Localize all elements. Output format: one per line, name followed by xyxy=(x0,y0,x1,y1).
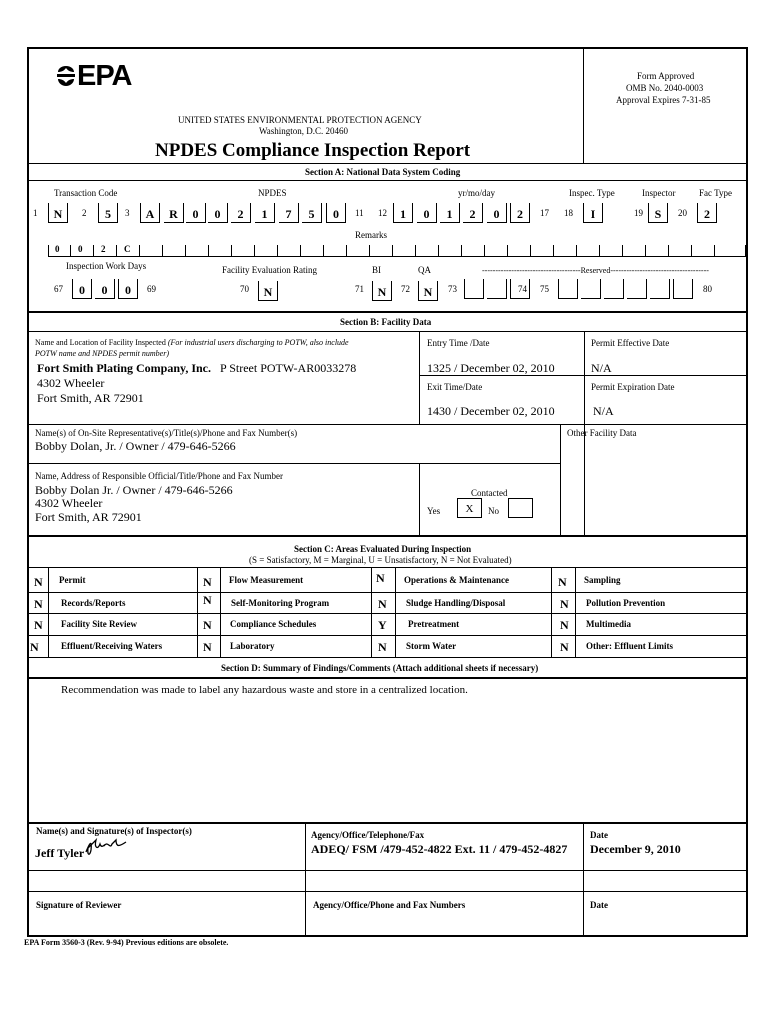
rule xyxy=(231,245,232,256)
rule xyxy=(28,870,747,871)
rule xyxy=(745,245,746,256)
label-responsible-official: Name, Address of Responsible Official/Title/Phone and Fax Number xyxy=(35,471,283,481)
rule xyxy=(575,567,576,657)
field-code-2[interactable]: 5 xyxy=(98,203,118,223)
page-title: NPDES Compliance Inspection Report xyxy=(155,140,471,161)
area-label-pretreatment: Pretreatment xyxy=(408,619,460,629)
label-permit-effective: Permit Effective Date xyxy=(591,338,670,348)
col-num-72: 72 xyxy=(401,284,410,294)
area-label-permit: Permit xyxy=(59,575,86,585)
rule xyxy=(415,245,416,256)
rule xyxy=(392,245,393,256)
label-work-days: Inspection Work Days xyxy=(66,261,147,271)
agency-city: Washington, D.C. 20460 xyxy=(259,126,349,136)
date-char[interactable]: 0 xyxy=(417,203,437,223)
date-char[interactable]: 2 xyxy=(463,203,483,223)
date-value: December 9, 2010 xyxy=(590,842,681,856)
col-num-17: 17 xyxy=(540,208,549,218)
npdes-char[interactable]: 0 xyxy=(208,203,228,223)
field-inspec-type[interactable]: I xyxy=(583,203,603,223)
agency-name: UNITED STATES ENVIRONMENTAL PROTECTION AGENCY xyxy=(178,115,422,125)
label-remarks: Remarks xyxy=(355,230,387,240)
col-num-67: 67 xyxy=(54,284,63,294)
area-code-compliance[interactable]: N xyxy=(203,618,212,632)
label-bi: BI xyxy=(372,265,381,275)
omb-number: OMB No. 2040-0003 xyxy=(626,83,704,93)
date-char[interactable]: 2 xyxy=(510,203,530,223)
col-num-20: 20 xyxy=(678,208,687,218)
responsible-line1: Bobby Dolan Jr. / Owner / 479-646-5266 xyxy=(35,483,233,497)
field-transaction[interactable]: N xyxy=(48,203,68,223)
remarks-char[interactable]: 0 xyxy=(55,244,60,254)
findings-comment[interactable]: Recommendation was made to label any hazardous waste and store in a centralized location. xyxy=(61,684,468,696)
area-code-storm-water[interactable]: N xyxy=(378,640,387,654)
area-code-effluent[interactable]: N xyxy=(30,640,39,654)
contacted-no-checkbox[interactable] xyxy=(508,498,533,518)
area-label-other: Other: Effluent Limits xyxy=(586,641,673,651)
rule xyxy=(28,891,747,892)
rule xyxy=(277,245,278,256)
facility-name: Fort Smith Plating Company, Inc. xyxy=(37,361,212,375)
form-number: EPA Form 3560-3 (Rev. 9-94) Previous editions are obsolete. xyxy=(24,938,229,947)
area-label-sludge: Sludge Handling/Disposal xyxy=(406,598,506,608)
col-num-18: 18 xyxy=(564,208,573,218)
area-label-laboratory: Laboratory xyxy=(230,641,275,651)
area-code-sludge[interactable]: N xyxy=(378,597,387,611)
rule xyxy=(254,245,255,256)
col-num-74: 74 xyxy=(518,284,527,294)
field-inspector[interactable]: S xyxy=(648,203,668,223)
section-b-title: Section B: Facility Data xyxy=(340,317,432,327)
area-label-effluent: Effluent/Receiving Waters xyxy=(61,641,163,651)
rule xyxy=(560,424,561,535)
npdes-char[interactable]: R xyxy=(164,203,184,223)
epa-logo-text: EPA xyxy=(77,60,132,92)
rule xyxy=(645,245,646,256)
section-c-title: Section C: Areas Evaluated During Inspection xyxy=(294,544,472,554)
agency-office-value: ADEQ/ FSM /479-452-4822 Ext. 11 / 479-452-4827 xyxy=(311,842,568,856)
exit-time-value: 1430 / December 02, 2010 xyxy=(427,404,555,418)
col-num-19: 19 xyxy=(634,208,643,218)
npdes-char[interactable]: A xyxy=(140,203,160,223)
label-no: No xyxy=(488,506,499,516)
rule xyxy=(28,677,747,679)
area-label-pollution: Pollution Prevention xyxy=(586,598,666,608)
rule xyxy=(185,245,186,256)
area-code-pollution[interactable]: N xyxy=(560,597,569,611)
reserved-cell[interactable] xyxy=(673,279,693,299)
rule xyxy=(28,331,747,332)
epa-flower-icon xyxy=(55,64,77,88)
area-code-flow[interactable]: N xyxy=(203,575,212,589)
label-name-location xyxy=(35,339,349,347)
area-code-self-monitoring[interactable]: N xyxy=(203,593,212,607)
reserved-cell[interactable] xyxy=(464,279,484,299)
rule xyxy=(116,245,117,256)
npdes-char[interactable]: 0 xyxy=(186,203,206,223)
label-date: yr/mo/day xyxy=(458,188,495,198)
col-num-1: 1 xyxy=(33,208,38,218)
label-exit-time: Exit Time/Date xyxy=(427,382,483,392)
label-reviewer-signature: Signature of Reviewer xyxy=(36,900,122,910)
rule xyxy=(369,245,370,256)
rule xyxy=(583,822,584,936)
rule xyxy=(714,245,715,256)
field-rating[interactable]: N xyxy=(258,281,278,301)
rule xyxy=(323,245,324,256)
rule xyxy=(668,245,669,256)
rule xyxy=(551,567,552,657)
col-num-80: 80 xyxy=(703,284,712,294)
label-reserved: -------------------------------------Reserved------------------------------------- xyxy=(482,266,709,275)
rule xyxy=(28,567,747,568)
col-num-75: 75 xyxy=(540,284,549,294)
rule xyxy=(484,245,485,256)
rule xyxy=(419,463,420,535)
area-label-operations: Operations & Maintenance xyxy=(404,575,509,585)
label-qa: QA xyxy=(418,265,431,275)
npdes-char[interactable]: 7 xyxy=(279,203,299,223)
rule xyxy=(48,256,746,257)
inspector-signature-icon xyxy=(82,836,128,858)
inspector-name: Jeff Tyler xyxy=(35,846,85,860)
remarks-char[interactable]: 2 xyxy=(101,244,106,254)
col-num-73: 73 xyxy=(448,284,457,294)
rule xyxy=(28,180,747,181)
area-code-laboratory[interactable]: N xyxy=(203,640,212,654)
entry-time-value: 1325 / December 02, 2010 xyxy=(427,361,555,375)
rule xyxy=(28,535,747,537)
area-code-site-review[interactable]: N xyxy=(34,618,43,632)
rule xyxy=(28,635,747,636)
col-num-2: 2 xyxy=(82,208,87,218)
label-facility-rating: Facility Evaluation Rating xyxy=(222,265,317,275)
col-num-71: 71 xyxy=(355,284,364,294)
rule xyxy=(28,163,747,164)
rule xyxy=(553,245,554,256)
label-name-location-note: (For industrial users discharging to POTW, also include xyxy=(167,338,349,347)
rule xyxy=(28,311,747,313)
rule xyxy=(419,375,747,376)
rule xyxy=(28,613,747,614)
area-code-operations[interactable]: N xyxy=(376,571,385,585)
npdes-char[interactable]: 5 xyxy=(302,203,322,223)
area-code-pretreatment[interactable]: Y xyxy=(378,618,387,632)
rule xyxy=(70,245,71,256)
label-date: Date xyxy=(590,830,608,840)
reserved-cell[interactable] xyxy=(487,279,507,299)
label-date-2: Date xyxy=(590,900,608,910)
rule xyxy=(162,245,163,256)
rule xyxy=(28,822,747,824)
area-label-flow: Flow Measurement xyxy=(229,575,304,585)
permit-expiration-value: N/A xyxy=(593,404,614,418)
reserved-cell[interactable] xyxy=(558,279,578,299)
area-label-storm-water: Storm Water xyxy=(406,641,457,651)
area-label-site-review: Facility Site Review xyxy=(61,619,137,629)
area-label-multimedia: Multimedia xyxy=(586,619,631,629)
rule xyxy=(208,245,209,256)
label-inspector: Inspector xyxy=(642,188,676,198)
rule xyxy=(461,245,462,256)
area-label-compliance: Compliance Schedules xyxy=(230,619,317,629)
field-bi[interactable]: N xyxy=(372,281,392,301)
permit-effective-value: N/A xyxy=(591,361,612,375)
col-num-11: 11 xyxy=(355,208,364,218)
remarks-char[interactable]: 0 xyxy=(78,244,83,254)
col-num-70: 70 xyxy=(240,284,249,294)
label-permit-expiration: Permit Expiration Date xyxy=(591,382,675,392)
work-days-char[interactable]: 0 xyxy=(118,279,138,299)
section-a-title: Section A: National Data System Coding xyxy=(305,167,461,177)
date-char[interactable]: 1 xyxy=(393,203,413,223)
label-yes: Yes xyxy=(427,506,441,516)
responsible-line3: Fort Smith, AR 72901 xyxy=(35,510,142,524)
responsible-line2: 4302 Wheeler xyxy=(35,496,103,510)
area-label-sampling: Sampling xyxy=(584,575,621,585)
section-d-title: Section D: Summary of Findings/Comments (Attach additional sheets if necessary) xyxy=(221,663,539,673)
rule xyxy=(305,822,306,936)
rule xyxy=(48,567,49,657)
work-days-char[interactable]: 0 xyxy=(95,279,115,299)
rule xyxy=(93,245,94,256)
label-fac-type: Fac Type xyxy=(699,188,732,198)
label-inspec-type: Inspec. Type xyxy=(569,188,615,198)
facility-address2: Fort Smith, AR 72901 xyxy=(37,391,144,405)
form-approved: Form Approved xyxy=(637,71,695,81)
area-label-self-monitoring: Self-Monitoring Program xyxy=(231,598,330,608)
rule xyxy=(507,245,508,256)
label-name-location-text: Name and Location of Facility Inspected xyxy=(35,338,166,347)
reserved-cell[interactable] xyxy=(627,279,647,299)
reserved-cell[interactable] xyxy=(650,279,670,299)
area-label-records: Records/Reports xyxy=(61,598,126,608)
work-days-char[interactable]: 0 xyxy=(72,279,92,299)
label-transaction-code: Transaction Code xyxy=(54,188,118,198)
reserved-cell[interactable] xyxy=(604,279,624,299)
area-code-records[interactable]: N xyxy=(34,597,43,611)
field-fac-type[interactable]: 2 xyxy=(697,203,717,223)
remarks-char[interactable]: C xyxy=(124,244,131,254)
col-num-69: 69 xyxy=(147,284,156,294)
label-other-facility-data: Other Facility Data xyxy=(567,428,637,438)
rule xyxy=(530,245,531,256)
rule xyxy=(28,424,747,425)
npdes-char[interactable]: 1 xyxy=(255,203,275,223)
rule xyxy=(576,245,577,256)
label-npdes: NPDES xyxy=(258,188,287,198)
area-code-sampling[interactable]: N xyxy=(558,575,567,589)
npdes-char[interactable]: 2 xyxy=(231,203,251,223)
facility-address1: 4302 Wheeler xyxy=(37,376,105,390)
approval-expires: Approval Expires 7-31-85 xyxy=(616,95,711,105)
area-code-permit[interactable]: N xyxy=(34,575,43,589)
label-contacted: Contacted xyxy=(471,488,508,498)
rule xyxy=(28,592,747,593)
label-entry-time: Entry Time /Date xyxy=(427,338,490,348)
label-agency-office: Agency/Office/Telephone/Fax xyxy=(311,830,425,840)
label-inspector-names: Name(s) and Signature(s) of Inspector(s) xyxy=(36,826,192,836)
rule xyxy=(48,245,49,256)
contacted-yes-checkbox[interactable]: X xyxy=(457,498,482,518)
header-divider xyxy=(583,48,584,163)
reserved-cell[interactable] xyxy=(581,279,601,299)
label-name-location-note2: POTW name and NPDES permit number) xyxy=(35,349,169,358)
rule xyxy=(197,567,198,657)
area-code-multimedia[interactable]: N xyxy=(560,618,569,632)
rule xyxy=(346,245,347,256)
onsite-rep-value: Bobby Dolan, Jr. / Owner / 479-646-5266 xyxy=(35,439,236,453)
rule xyxy=(371,567,372,657)
npdes-char[interactable]: 0 xyxy=(326,203,346,223)
rule xyxy=(220,567,221,657)
col-num-3: 3 xyxy=(125,208,130,218)
rule xyxy=(395,567,396,657)
date-char[interactable]: 0 xyxy=(487,203,507,223)
facility-potw: P Street POTW-AR0033278 xyxy=(220,361,357,375)
rule xyxy=(28,657,747,658)
label-onsite-rep: Name(s) of On-Site Representative(s)/Title(s)/Phone and Fax Number(s) xyxy=(35,428,298,438)
rule xyxy=(691,245,692,256)
rule xyxy=(28,463,560,464)
area-code-other[interactable]: N xyxy=(560,640,569,654)
rule xyxy=(139,245,140,256)
rule xyxy=(419,331,420,424)
rule xyxy=(599,245,600,256)
field-qa[interactable]: N xyxy=(418,281,438,301)
label-agency-office-2: Agency/Office/Phone and Fax Numbers xyxy=(313,900,466,910)
section-c-legend: (S = Satisfactory, M = Marginal, U = Unsatisfactory, N = Not Evaluated) xyxy=(249,555,512,565)
rule xyxy=(438,245,439,256)
rule xyxy=(300,245,301,256)
col-num-12: 12 xyxy=(378,208,387,218)
date-char[interactable]: 1 xyxy=(440,203,460,223)
rule xyxy=(622,245,623,256)
